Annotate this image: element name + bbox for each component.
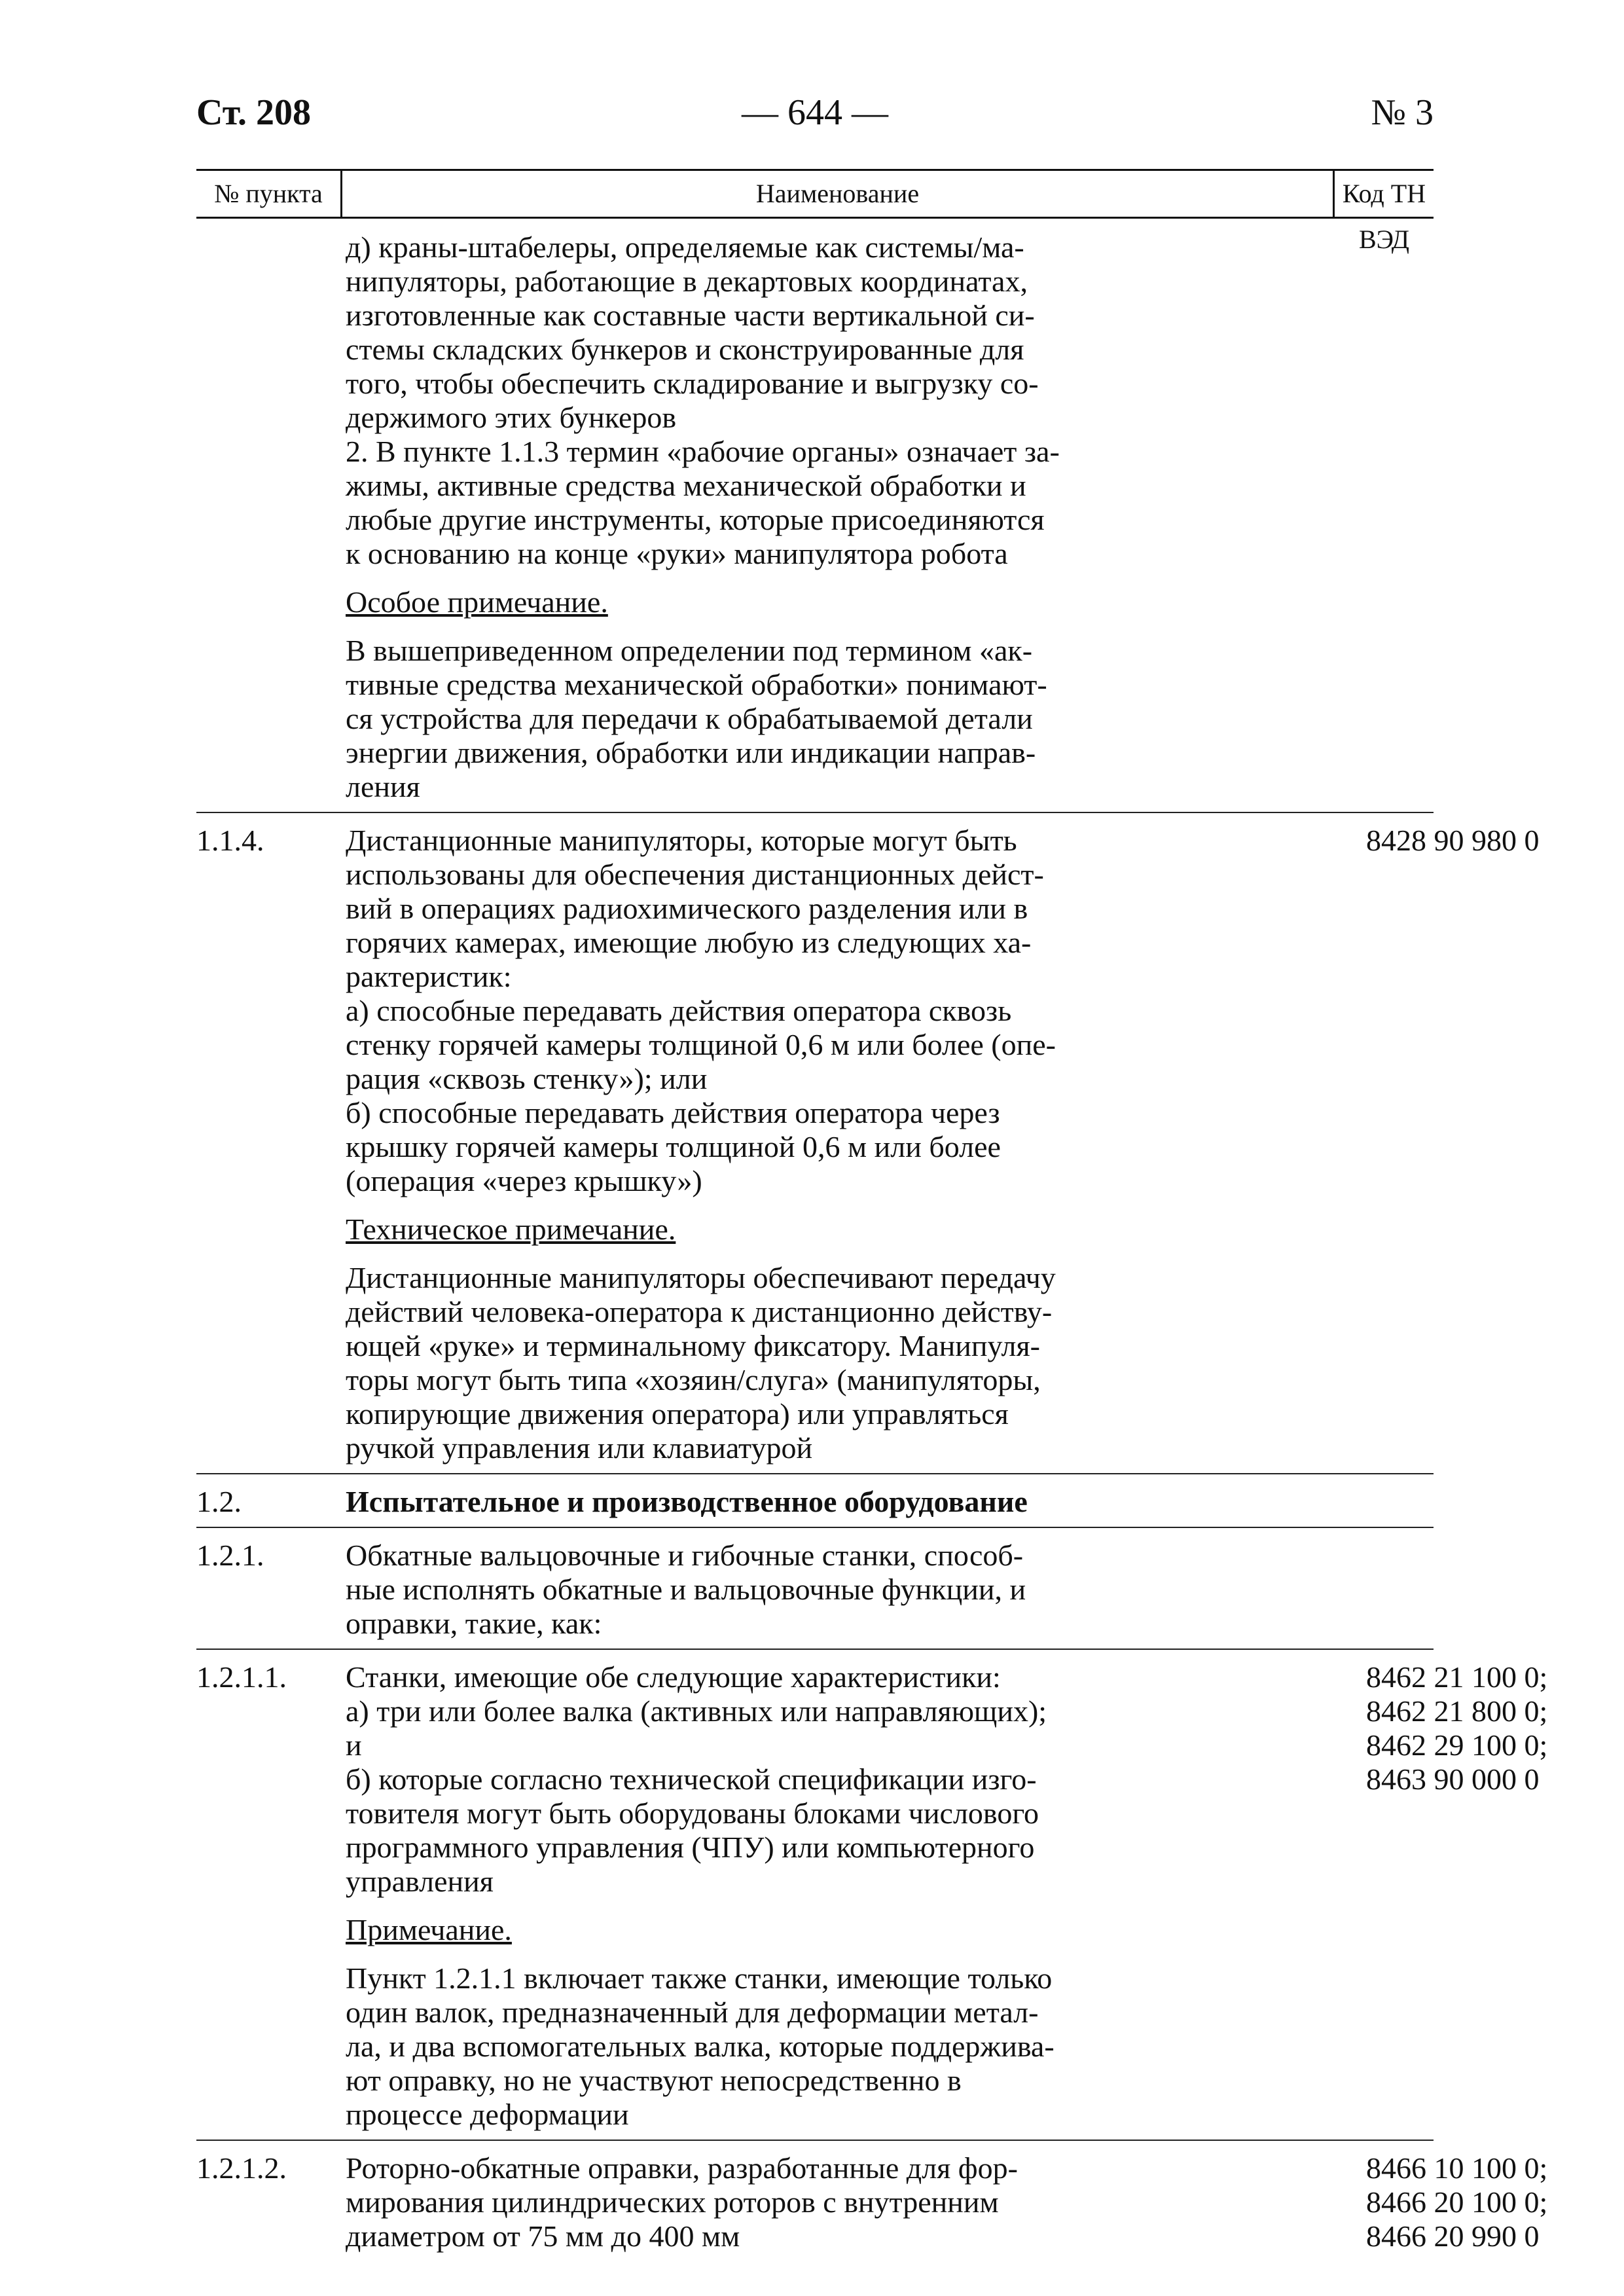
table-row-continuation — [196, 230, 1434, 804]
item-number: 1.2.1.1. — [196, 1660, 287, 1694]
row-divider — [196, 812, 1434, 813]
item-description — [346, 1539, 1331, 1641]
text-line: б) которые согласно технической спецификации изго- — [346, 1762, 1037, 1796]
text-line: к основанию на конце «руки» манипулятора робота — [346, 537, 1008, 570]
note-line: торы могут быть типа «хозяин/слуга» (манипуляторы, — [346, 1363, 1041, 1396]
item-description — [346, 824, 1331, 1465]
row-divider — [196, 1473, 1434, 1474]
text-line: крышку горячей камеры толщиной 0,6 м или более — [346, 1130, 1001, 1163]
text-line: Роторно-обкатные оправки, разработанные для фор- — [346, 2151, 1018, 2185]
note-line: Дистанционные манипуляторы обеспечивают передачу — [346, 1261, 1056, 1294]
special-note-title: Особое примечание. — [346, 585, 608, 619]
text-line: д) краны-штабелеры, определяемые как системы/ма- — [346, 230, 1024, 264]
note-line: ручкой управления или клавиатурой — [346, 1431, 813, 1465]
note-line: процессе деформации — [346, 2098, 629, 2131]
note-line: ющей «руке» и терминальному фиксатору. Манипуля- — [346, 1329, 1040, 1362]
page-header — [196, 92, 1434, 144]
row-divider — [196, 1649, 1434, 1650]
column-header-name: Наименование — [342, 171, 1335, 217]
text-line: стенку горячей камеры толщиной 0,6 м или более (опе- — [346, 1028, 1056, 1061]
text-line: Обкатные вальцовочные и гибочные станки, способ- — [346, 1539, 1024, 1572]
continuation-text — [346, 230, 1331, 804]
text-line: стемы складских бункеров и сконструированные для — [346, 333, 1024, 366]
note-title: Примечание. — [346, 1913, 512, 1946]
hs-code-list: 8462 21 100 0; 8462 21 800 0; 8462 29 100 0; 8463 90 000 0 — [1366, 1660, 1548, 1796]
note-line: копирующие движения оператора) или управляться — [346, 1397, 1009, 1430]
text-line: использованы для обеспечения дистанционных дейст- — [346, 858, 1044, 891]
note-line: ют оправку, но не участвуют непосредственно в — [346, 2064, 962, 2097]
text-line: вий в операциях радиохимического разделения или в — [346, 892, 1028, 925]
text-line: товителя могут быть оборудованы блоками числового — [346, 1796, 1039, 1830]
row-divider — [196, 1527, 1434, 1528]
text-line: управления — [346, 1865, 494, 1898]
text-line: (операция «через крышку») — [346, 1164, 702, 1197]
text-line: Дистанционные манипуляторы, которые могут быть — [346, 824, 1017, 857]
text-line: того, чтобы обеспечить складирование и выгрузку со- — [346, 367, 1039, 400]
note-line: ления — [346, 770, 420, 803]
text-line: рактеристик: — [346, 960, 512, 993]
note-line: ся устройства для передачи к обрабатываемой детали — [346, 702, 1033, 735]
item-number: 1.2.1. — [196, 1539, 264, 1572]
text-line: изготовленные как составные части вертикальной си- — [346, 299, 1035, 332]
row-divider — [196, 2140, 1434, 2141]
text-line: ные исполнять обкатные и вальцовочные функции, и — [346, 1573, 1026, 1606]
text-line: программного управления (ЧПУ) или компьютерного — [346, 1831, 1035, 1864]
text-line: мирования цилиндрических роторов с внутренним — [346, 2185, 999, 2219]
note-line: ла, и два вспомогательных валка, которые поддержива- — [346, 2030, 1055, 2063]
issue-number: № 3 — [1371, 92, 1434, 133]
text-line: любые другие инструменты, которые присоединяются — [346, 503, 1045, 536]
note-line: тивные средства механической обработки» понимают- — [346, 668, 1047, 701]
note-line: действий человека-оператора к дистанционно действу- — [346, 1295, 1053, 1328]
text-line: 2. В пункте 1.1.3 термин «рабочие органы» означает за- — [346, 435, 1060, 468]
text-line: а) способные передавать действия оператора сквозь — [346, 994, 1012, 1027]
table-row-1-1-4 — [196, 824, 1540, 1465]
text-line: б) способные передавать действия оператора через — [346, 1096, 1000, 1129]
item-number: 1.2. — [196, 1485, 242, 1518]
technical-note-title: Техническое примечание. — [346, 1212, 676, 1246]
note-line: энергии движения, обработки или индикации направ- — [346, 736, 1036, 769]
text-line: Станки, имеющие обе следующие характеристики: — [346, 1660, 1001, 1694]
text-line: диаметром от 75 мм до 400 мм — [346, 2219, 740, 2253]
column-header-item-number: № пункта — [196, 171, 342, 217]
table-row-1-2-1-1 — [196, 1660, 1548, 2132]
item-number: 1.1.4. — [196, 824, 264, 857]
item-description — [346, 2151, 1331, 2253]
item-description — [346, 1660, 1331, 2132]
text-line: а) три или более валка (активных или направляющих); — [346, 1694, 1047, 1728]
note-line: В вышеприведенном определении под термином «ак- — [346, 634, 1033, 667]
text-line: держимого этих бункеров — [346, 401, 677, 434]
table-row-1-2-1-2 — [196, 2151, 1548, 2253]
item-number: 1.2.1.2. — [196, 2151, 287, 2185]
column-header-code: Код ТН ВЭД — [1342, 179, 1426, 254]
table-row-1-2-1 — [196, 1539, 1434, 1641]
hs-code-list: 8466 10 100 0; 8466 20 100 0; 8466 20 990 0 — [1366, 2151, 1548, 2253]
note-line: один валок, предназначенный для деформации метал- — [346, 1995, 1039, 2029]
page-number: — 644 — — [742, 92, 888, 133]
table-row-1-2 — [196, 1485, 1434, 1519]
text-line: нипуляторы, работающие в декартовых координатах, — [346, 264, 1028, 298]
table-body — [196, 230, 1548, 2253]
text-line: оправки, такие, как: — [346, 1607, 602, 1640]
text-line: жимы, активные средства механической обработки и — [346, 469, 1026, 502]
text-line: и — [346, 1728, 362, 1762]
text-line: рация «сквозь стенку»); или — [346, 1062, 708, 1095]
note-line: Пункт 1.2.1.1 включает также станки, имеющие только — [346, 1961, 1053, 1995]
text-line: горячих камерах, имеющие любую из следующих ха- — [346, 926, 1032, 959]
page-ref: Ст. 208 — [196, 92, 311, 133]
section-title: Испытательное и производственное оборудование — [346, 1485, 1028, 1518]
hs-code: 8428 90 980 0 — [1366, 824, 1540, 857]
